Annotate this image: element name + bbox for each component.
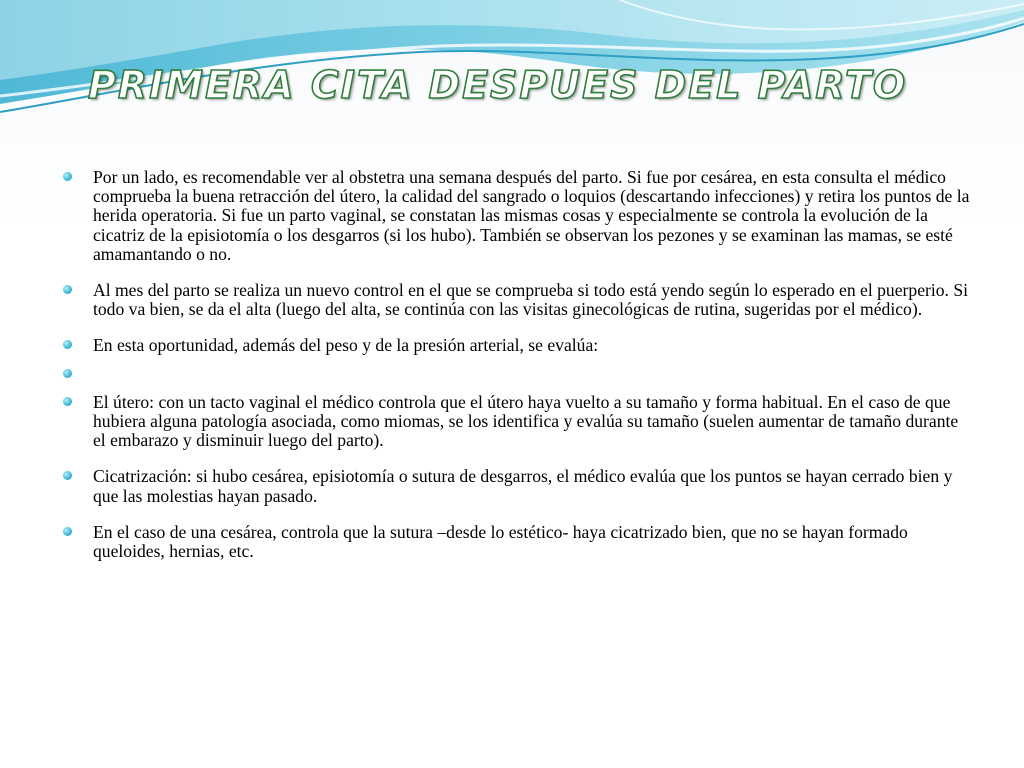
slide-title: PRIMERA CITA DESPUES DEL PARTO	[88, 63, 908, 107]
list-item	[60, 467, 970, 505]
bullet-text: El útero: con un tacto vaginal el médico controla que el útero haya vuelto a su tamaño y forma habitual. En el caso de que hubiera alguna patología asociada, como miomas, se los identifica y evalúa su tamaño (suelen aumentar de tamaño durante el embarazo y disminuir luego del parto).	[93, 391, 959, 451]
bullet-icon	[63, 172, 72, 181]
bullet-text: Al mes del parto se realiza un nuevo control en el que se comprueba si todo está yendo según lo esperado en el puerperio. Si todo va bien, se da el alta (luego del alta, se continúa con las visitas ginecológicas de rutina, sugeridas por el médico).	[93, 280, 969, 320]
list-item	[60, 393, 970, 451]
bullet-icon	[63, 397, 72, 406]
bullet-icon	[63, 340, 72, 349]
list-item	[60, 523, 970, 561]
list-item	[60, 168, 970, 264]
bullet-icon	[63, 285, 72, 294]
bullet-text: Por un lado, es recomendable ver al obstetra una semana después del parto. Si fue por cesárea, en esta consulta el médico comprueba la buena retracción del útero, la calidad del sangrado o loquios (descartando infecciones) y retira los puntos de la herida operatoria. Si fue un parto vaginal, se constatan las mismas cosas y especialmente se controla la evolución de la cicatriz de la episiotomía o los desgarros (si los hubo). También se observan los pezones y se examinan las mamas, se esté amamantando o no.	[93, 167, 970, 264]
bullet-icon	[63, 369, 72, 378]
list-item	[60, 365, 970, 384]
list-item	[60, 336, 970, 355]
bullet-list	[60, 168, 970, 561]
list-item	[60, 281, 970, 319]
bullet-text: En esta oportunidad, además del peso y de la presión arterial, se evalúa:	[93, 335, 599, 356]
bullet-text: Cicatrización: si hubo cesárea, episiotomía o sutura de desgarros, el médico evalúa que los puntos se hayan cerrado bien y que las molestias hayan pasado.	[93, 466, 953, 506]
bullet-text: En el caso de una cesárea, controla que la sutura –desde lo estético- haya cicatrizado bien, que no se hayan formado queloides, hernias, etc.	[93, 521, 908, 562]
bullet-icon	[63, 527, 72, 536]
bullet-icon	[63, 471, 72, 480]
